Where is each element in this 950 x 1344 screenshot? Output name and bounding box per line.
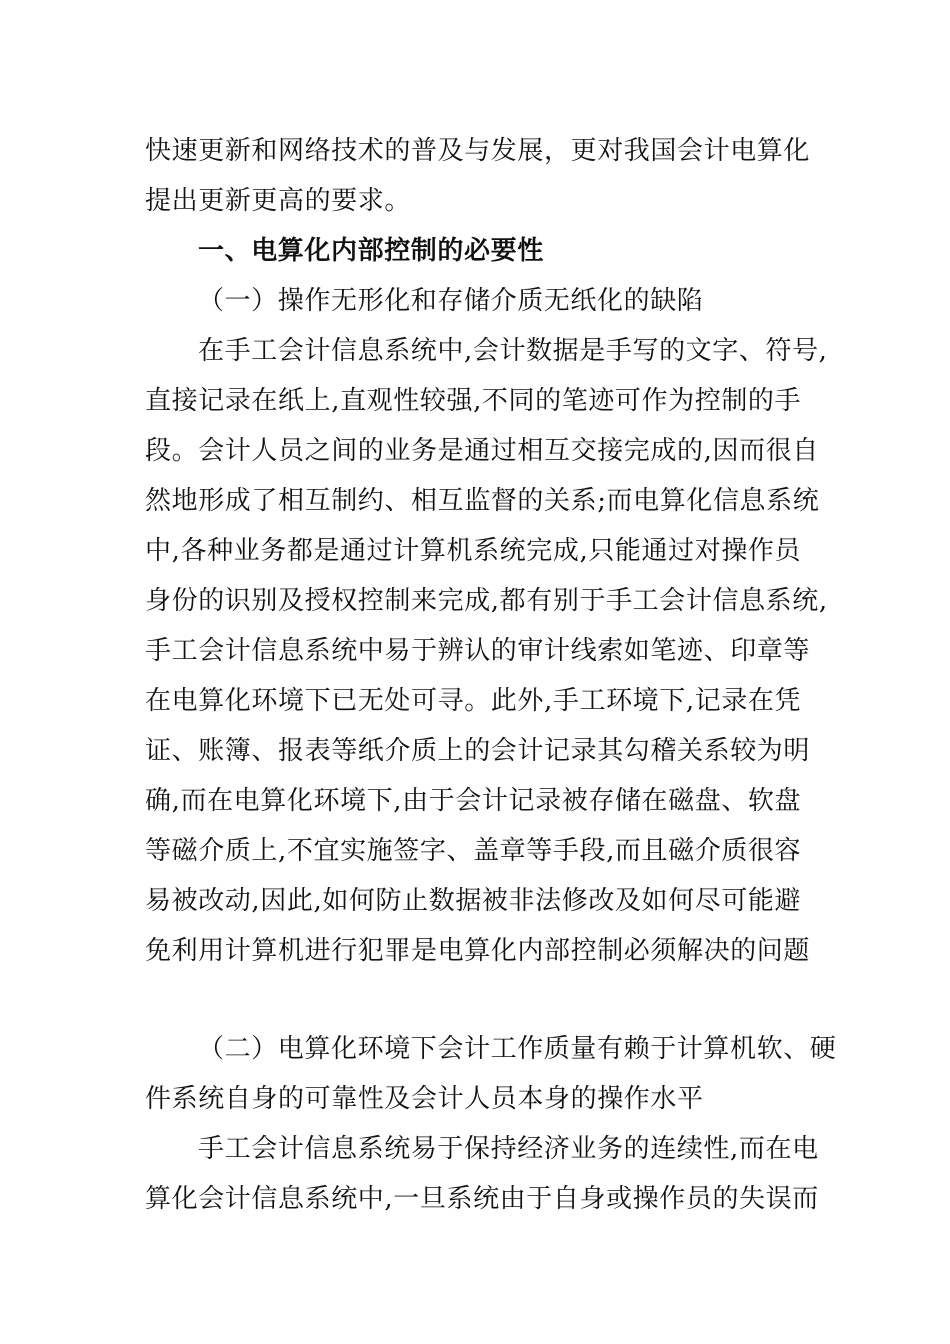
paragraph-line: 段。会计人员之间的业务是通过相互交接完成的,因而很自 xyxy=(145,436,819,466)
paragraph-line: 在电算化环境下已无处可寻。此外,手工环境下,记录在凭 xyxy=(145,686,802,716)
paragraph-line: 然地形成了相互制约、相互监督的关系;而电算化信息系统 xyxy=(145,486,820,516)
subsection-heading: （一）操作无形化和存储介质无纸化的缺陷 xyxy=(198,286,704,316)
paragraph-line: 直接记录在纸上,直观性较强,不同的笔迹可作为控制的手 xyxy=(145,386,802,416)
paragraph-line: 身份的识别及授权控制来完成,都有别于手工会计信息系统, xyxy=(145,586,828,616)
paragraph-line: 手工会计信息系统中易于辨认的审计线索如笔迹、印章等 xyxy=(145,636,811,666)
paragraph-line: 在手工会计信息系统中,会计数据是手写的文字、符号, xyxy=(198,336,828,366)
intro-line: 快速更新和网络技术的普及与发展，更对我国会计电算化 xyxy=(145,136,811,166)
paragraph-line: 确,而在电算化环境下,由于会计记录被存储在磁盘、软盘 xyxy=(145,786,802,816)
paragraph-line: 算化会计信息系统中,一旦系统由于自身或操作员的失误而 xyxy=(145,1184,819,1214)
intro-line: 提出更新更高的要求。 xyxy=(145,186,412,216)
subsection-heading: 件系统自身的可靠性及会计人员本身的操作水平 xyxy=(145,1084,704,1114)
subsection-heading: （二）电算化环境下会计工作质量有赖于计算机软、硬 xyxy=(198,1034,837,1064)
section-heading: 一、电算化内部控制的必要性 xyxy=(198,236,544,266)
paragraph-line: 中,各种业务都是通过计算机系统完成,只能通过对操作员 xyxy=(145,536,802,566)
paragraph-line: 等磁介质上,不宜实施签字、盖章等手段,而且磁介质很容 xyxy=(145,836,802,866)
paragraph-line: 手工会计信息系统易于保持经济业务的连续性,而在电 xyxy=(198,1134,819,1164)
paragraph-line: 易被改动,因此,如何防止数据被非法修改及如何尽可能避 xyxy=(145,886,802,916)
paragraph-line: 证、账簿、报表等纸介质上的会计记录其勾稽关系较为明 xyxy=(145,736,811,766)
paragraph-line: 免利用计算机进行犯罪是电算化内部控制必须解决的问题 xyxy=(145,936,811,966)
